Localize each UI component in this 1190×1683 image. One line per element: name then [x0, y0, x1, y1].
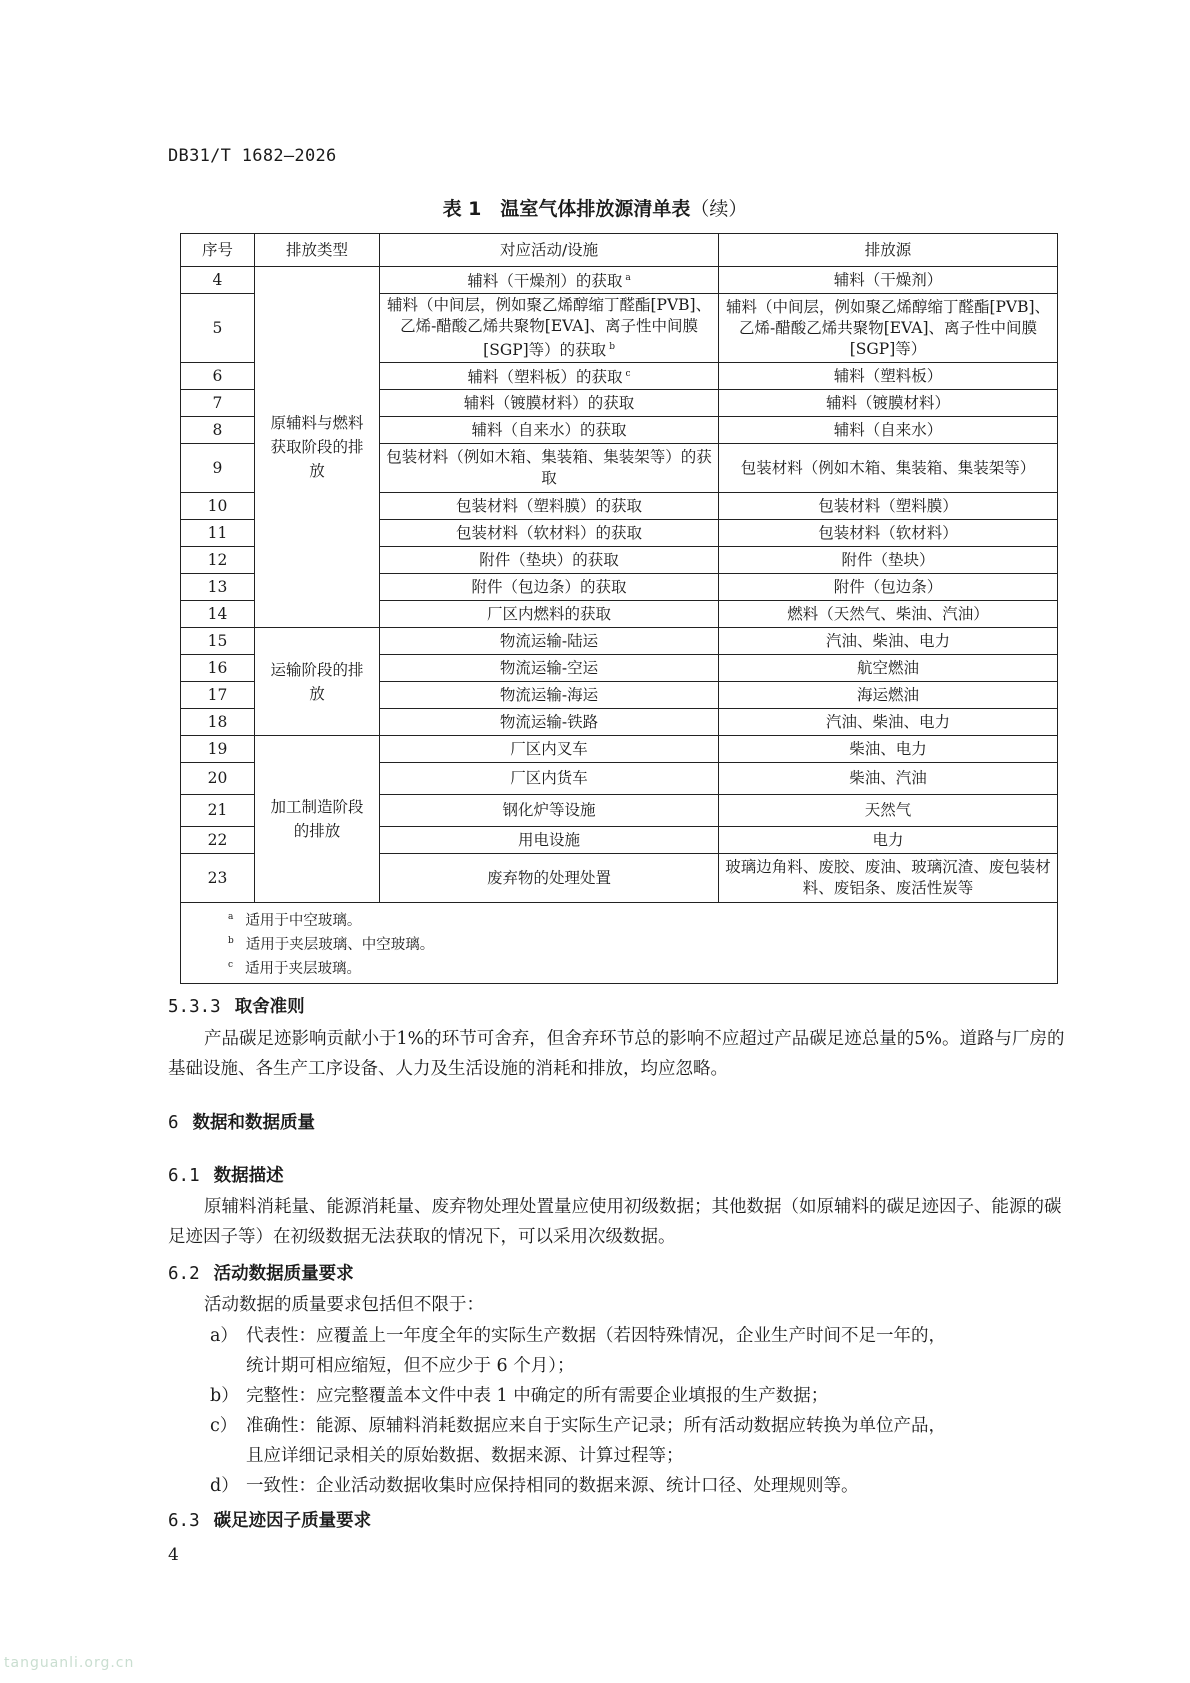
- row-number: 13: [181, 574, 255, 601]
- activity-cell: 厂区内叉车: [380, 736, 719, 763]
- table-header-row: [181, 234, 1058, 267]
- activity-cell: 辅料（中间层，例如聚乙烯醇缩丁醛酯[PVB]、乙烯-醋酸乙烯共聚物[EVA]、离子性中间膜[SGP]等）的获取 $^b$: [380, 294, 719, 363]
- source-cell: 辅料（中间层，例如聚乙烯醇缩丁醛酯[PVB]、乙烯-醋酸乙烯共聚物[EVA]、离子性中间膜[SGP]等）: [719, 294, 1058, 363]
- footnote-mark: a: [625, 273, 631, 283]
- activity-cell: 辅料（塑料板）的获取 $^c$: [380, 363, 719, 390]
- source-cell: 附件（包边条）: [719, 574, 1058, 601]
- watermark: tanguanli.org.cn: [4, 1655, 135, 1671]
- row-number: 22: [181, 827, 255, 854]
- row-number: 11: [181, 520, 255, 547]
- list-item: b） 完整性：应完整覆盖本文件中表 1 中确定的所有需要企业填报的生产数据；: [210, 1386, 829, 1406]
- source-cell: 辅料（镀膜材料）: [719, 390, 1058, 417]
- row-number: 18: [181, 709, 255, 736]
- activity-cell: 钢化炉等设施: [380, 795, 719, 827]
- source-cell: 柴油、汽油: [719, 763, 1058, 795]
- section-heading-6-2: 6.2 活动数据质量要求: [168, 1264, 354, 1284]
- source-cell: 柴油、电力: [719, 736, 1058, 763]
- list-item: a） 代表性：应覆盖上一年度全年的实际生产数据（若因特殊情况，企业生产时间不足一年的， 统计期可相应缩短，但不应少于 6 个月）；: [210, 1326, 946, 1376]
- activity-cell: 附件（垫块）的获取: [380, 547, 719, 574]
- row-number: 10: [181, 493, 255, 520]
- column-header-activity: 对应活动/设施: [380, 234, 719, 267]
- source-cell: 海运燃油: [719, 682, 1058, 709]
- stage-cell: 加工制造阶段的排放: [254, 736, 379, 903]
- row-number: 6: [181, 363, 255, 390]
- source-cell: 电力: [719, 827, 1058, 854]
- table-row: [181, 736, 1058, 763]
- column-header-type: 排放类型: [254, 234, 379, 267]
- source-cell: 包装材料（软材料）: [719, 520, 1058, 547]
- row-number: 4: [181, 267, 255, 294]
- row-number: 9: [181, 444, 255, 493]
- row-number: 14: [181, 601, 255, 628]
- activity-cell: 包装材料（例如木箱、集装箱、集装架等）的获取: [380, 444, 719, 493]
- stage-cell: 原辅料与燃料获取阶段的排放: [254, 267, 379, 628]
- table-notes-row: [181, 903, 1058, 983]
- page-number: 4: [168, 1545, 179, 1565]
- emission-source-table: [180, 233, 1058, 984]
- paragraph-data-description: 原辅料消耗量、能源消耗量、废弃物处理处置量应使用初级数据；其他数据（如原辅料的碳足迹因子、能源的碳足迹因子等）在初级数据无法获取的情况下，可以采用次级数据。: [168, 1197, 1062, 1247]
- source-cell: 汽油、柴油、电力: [719, 628, 1058, 655]
- activity-cell: 厂区内货车: [380, 763, 719, 795]
- section-heading-5-3-3: 5.3.3 取舍准则: [168, 997, 305, 1017]
- stage-cell: 运输阶段的排放: [254, 628, 379, 736]
- source-cell: 辅料（干燥剂）: [719, 267, 1058, 294]
- row-number: 5: [181, 294, 255, 363]
- source-cell: 包装材料（塑料膜）: [719, 493, 1058, 520]
- row-number: 12: [181, 547, 255, 574]
- source-cell: 玻璃边角料、废胶、废油、玻璃沉渣、废包装材料、废铝条、废活性炭等: [719, 854, 1058, 903]
- activity-cell: 废弃物的处理处置: [380, 854, 719, 903]
- activity-cell: 厂区内燃料的获取: [380, 601, 719, 628]
- table-row: [181, 267, 1058, 294]
- table-note: $^c$ 适用于夹层玻璃。: [228, 960, 362, 977]
- activity-cell: 辅料（自来水）的获取: [380, 417, 719, 444]
- activity-cell: 物流运输-陆运: [380, 628, 719, 655]
- row-number: 16: [181, 655, 255, 682]
- list-item: c） 准确性：能源、原辅料消耗数据应来自于实际生产记录；所有活动数据应转换为单位产品， 且应详细记录相关的原始数据、数据来源、计算过程等；: [210, 1416, 946, 1466]
- source-cell: 燃料（天然气、柴油、汽油）: [719, 601, 1058, 628]
- activity-cell: 用电设施: [380, 827, 719, 854]
- section-heading-6: 6 数据和数据质量: [168, 1113, 316, 1133]
- source-cell: 航空燃油: [719, 655, 1058, 682]
- table-note: $^b$ 适用于夹层玻璃、中空玻璃。: [228, 936, 435, 954]
- document-code: DB31/T 1682—2026: [168, 146, 337, 166]
- activity-cell: 物流运输-铁路: [380, 709, 719, 736]
- table-title: [0, 194, 1190, 221]
- table-title-continued: （续）: [690, 198, 748, 220]
- row-number: 8: [181, 417, 255, 444]
- section-heading-6-1: 6.1 数据描述: [168, 1166, 284, 1186]
- activity-cell: 物流运输-空运: [380, 655, 719, 682]
- activity-cell: 辅料（镀膜材料）的获取: [380, 390, 719, 417]
- activity-cell: 辅料（干燥剂）的获取 $^a$: [380, 267, 719, 294]
- table-notes: [181, 903, 1058, 983]
- column-header-number: 序号: [181, 234, 255, 267]
- column-header-source: 排放源: [719, 234, 1058, 267]
- source-cell: 汽油、柴油、电力: [719, 709, 1058, 736]
- source-cell: 辅料（自来水）: [719, 417, 1058, 444]
- activity-cell: 物流运输-海运: [380, 682, 719, 709]
- paragraph-activity-data-intro: 活动数据的质量要求包括但不限于：: [204, 1295, 484, 1315]
- source-cell: 天然气: [719, 795, 1058, 827]
- activity-cell: 包装材料（塑料膜）的获取: [380, 493, 719, 520]
- row-number: 17: [181, 682, 255, 709]
- row-number: 7: [181, 390, 255, 417]
- row-number: 23: [181, 854, 255, 903]
- paragraph-cutoff-criteria: 产品碳足迹影响贡献小于1%的环节可舍弃，但舍弃环节总的影响不应超过产品碳足迹总量的5%。道路与厂房的基础设施、各生产工序设备、人力及生活设施的消耗和排放，均应忽略。: [168, 1029, 1065, 1079]
- table-title-text: 表 1 温室气体排放源清单表: [442, 198, 691, 220]
- row-number: 21: [181, 795, 255, 827]
- source-cell: 包装材料（例如木箱、集装箱、集装架等）: [719, 444, 1058, 493]
- footnote-mark: b: [609, 342, 615, 353]
- row-number: 15: [181, 628, 255, 655]
- list-item: d） 一致性：企业活动数据收集时应保持相同的数据来源、统计口径、处理规则等。: [210, 1476, 859, 1496]
- row-number: 19: [181, 736, 255, 763]
- table-note: $^a$ 适用于中空玻璃。: [228, 912, 362, 930]
- footnote-mark: c: [625, 369, 631, 380]
- row-number: 20: [181, 763, 255, 795]
- source-cell: 附件（垫块）: [719, 547, 1058, 574]
- source-cell: 辅料（塑料板）: [719, 363, 1058, 390]
- activity-cell: 包装材料（软材料）的获取: [380, 520, 719, 547]
- table-row: [181, 628, 1058, 655]
- section-heading-6-3: 6.3 碳足迹因子质量要求: [168, 1511, 372, 1531]
- activity-cell: 附件（包边条）的获取: [380, 574, 719, 601]
